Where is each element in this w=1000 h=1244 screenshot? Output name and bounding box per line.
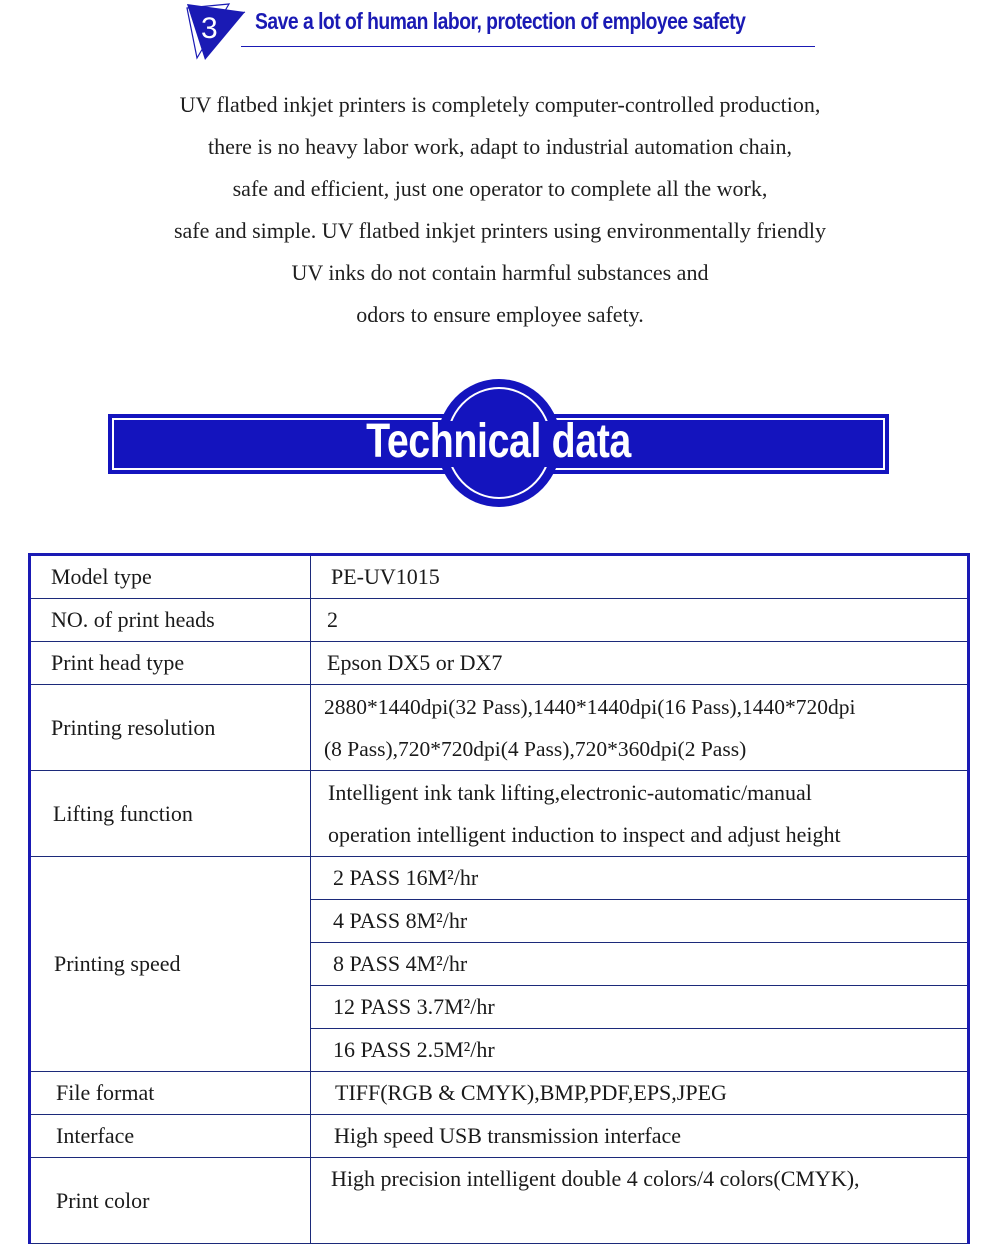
intro-line: odors to ensure employee safety. — [356, 302, 644, 327]
table-row — [31, 1115, 967, 1158]
technical-data-banner — [108, 378, 889, 508]
intro-line: UV inks do not contain harmful substances and — [291, 260, 709, 285]
spec-value: 2 — [311, 599, 968, 642]
table-row — [31, 1158, 967, 1244]
intro-line: safe and simple. UV flatbed inkjet printers using environmentally friendly — [173, 218, 827, 243]
table-row — [31, 599, 967, 642]
table-row — [31, 1072, 967, 1115]
spec-label: Print color — [31, 1158, 311, 1244]
spec-value: High speed USB transmission interface — [311, 1115, 968, 1158]
table-row — [31, 556, 967, 599]
numbered-triangle-icon — [183, 0, 253, 62]
table-row — [31, 685, 967, 771]
table-row — [31, 857, 967, 1072]
spec-value — [311, 771, 968, 857]
speed-item: 16 PASS 2.5M²/hr — [333, 1037, 495, 1062]
intro-line: there is no heavy labor work, adapt to industrial automation chain, — [207, 134, 793, 159]
spec-value-line: Intelligent ink tank lifting,electronic-automatic/manual — [328, 779, 812, 805]
spec-table — [28, 553, 970, 1244]
spec-label: File format — [31, 1072, 311, 1115]
spec-label: NO. of print heads — [31, 599, 311, 642]
banner-title: Technical data — [366, 415, 631, 468]
spec-value-line: operation intelligent induction to inspect and adjust height — [328, 821, 841, 847]
spec-label: Model type — [31, 556, 311, 599]
spec-label: Printing speed — [31, 857, 311, 1072]
speed-item: 2 PASS 16M²/hr — [311, 857, 967, 900]
intro-line: safe and efficient, just one operator to complete all the work, — [232, 176, 768, 201]
table-row — [31, 642, 967, 685]
spec-label: Print head type — [31, 642, 311, 685]
intro-paragraph — [0, 84, 1000, 336]
spec-value-line: (8 Pass),720*720dpi(4 Pass),720*360dpi(2 Pass) — [324, 736, 747, 761]
spec-value — [311, 857, 968, 1072]
spec-value: Epson DX5 or DX7 — [311, 642, 968, 685]
section-number: 3 — [201, 12, 218, 45]
spec-label: Printing resolution — [31, 685, 311, 771]
spec-value — [311, 1158, 968, 1244]
spec-label: Lifting function — [31, 771, 311, 857]
intro-line: UV flatbed inkjet printers is completely computer-controlled production, — [179, 92, 821, 117]
section-underline — [241, 46, 815, 47]
spec-value-line: 2880*1440dpi(32 Pass),1440*1440dpi(16 Pass),1440*720dpi — [324, 694, 856, 719]
section-header — [183, 0, 823, 62]
table-row — [31, 771, 967, 857]
spec-label: Interface — [31, 1115, 311, 1158]
spec-value-line: High precision intelligent double 4 colors/4 colors(CMYK), — [331, 1166, 860, 1191]
spec-value: TIFF(RGB & CMYK),BMP,PDF,EPS,JPEG — [311, 1072, 968, 1115]
speed-item: 12 PASS 3.7M²/hr — [311, 986, 967, 1029]
spec-value — [311, 685, 968, 771]
spec-value: PE-UV1015 — [311, 556, 968, 599]
speed-item: 8 PASS 4M²/hr — [311, 943, 967, 986]
section-title: Save a lot of human labor, protection of employee safety — [255, 8, 746, 34]
speed-item: 4 PASS 8M²/hr — [311, 900, 967, 943]
